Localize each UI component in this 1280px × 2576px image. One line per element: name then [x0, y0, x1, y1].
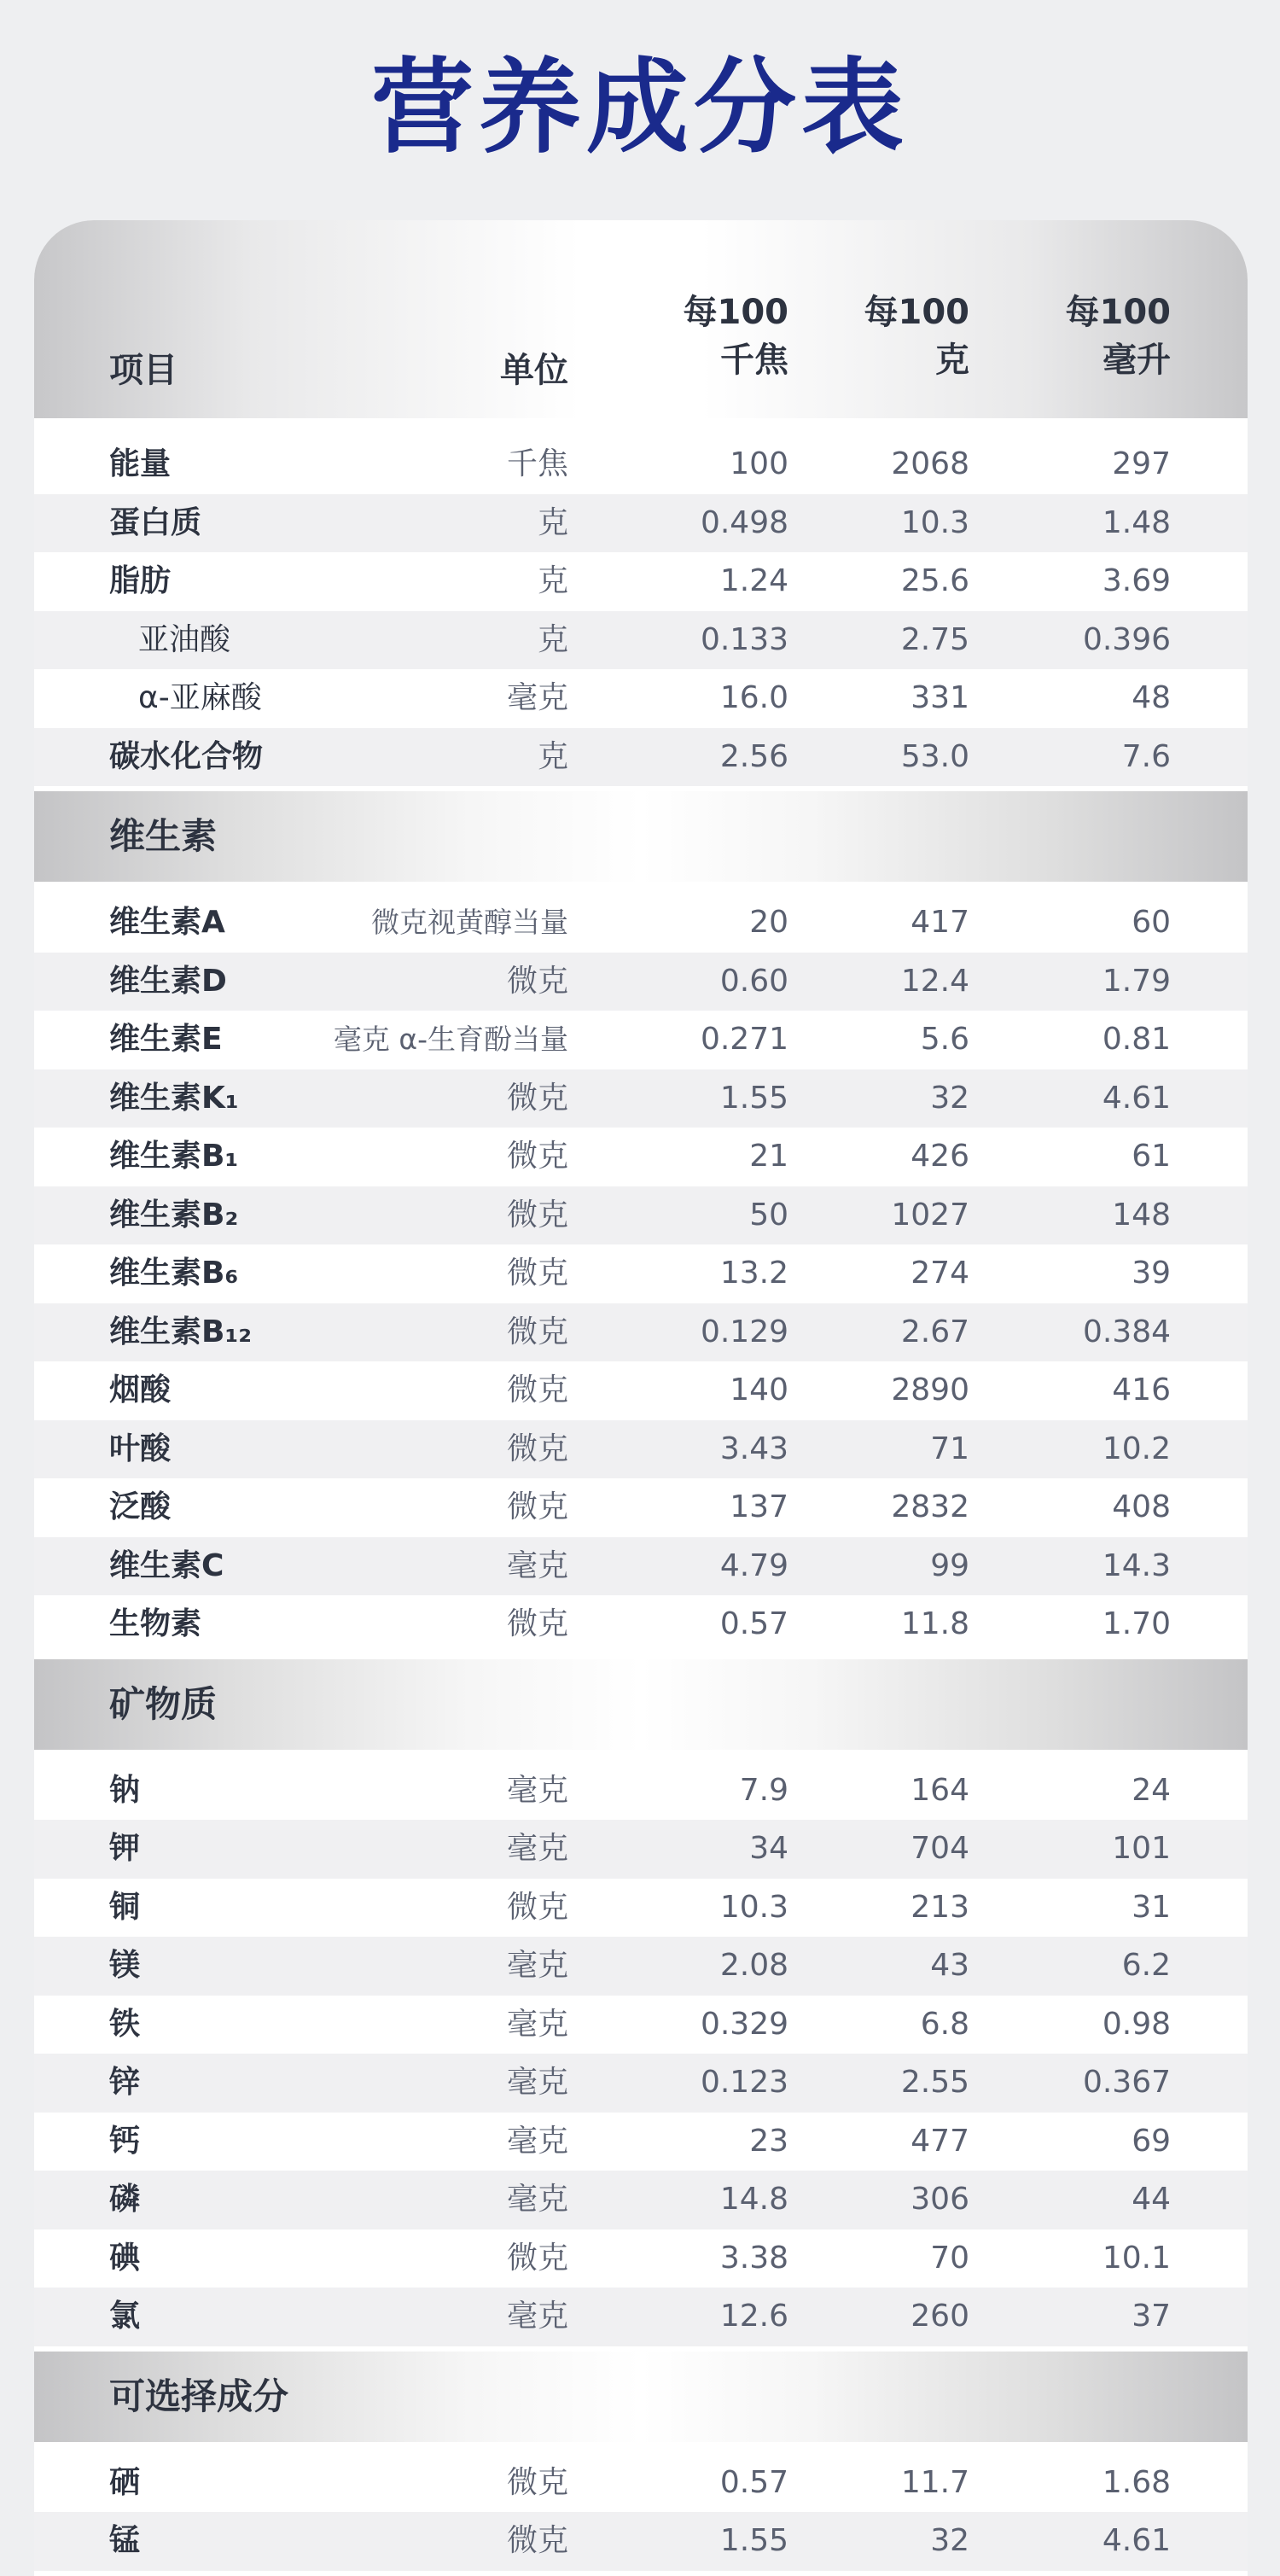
unit-cell: 微克: [506, 1431, 568, 1466]
value-per-100g: 426: [911, 1139, 969, 1174]
value-per-100ml: 148: [1112, 1197, 1171, 1233]
table-row: [34, 1879, 1248, 1938]
value-per-100g: 274: [911, 1256, 969, 1291]
value-per-100ml: 416: [1112, 1373, 1171, 1407]
value-per-100g: 11.8: [900, 1606, 969, 1641]
nutrient-name: 锰: [109, 2523, 141, 2558]
table-row: [34, 1011, 1248, 1069]
table-row: [34, 435, 1248, 494]
unit-cell: 微克: [506, 1489, 568, 1524]
nutrient-name: 维生素B₆: [109, 1256, 239, 1291]
value-per-100ml: 39: [1132, 1256, 1171, 1291]
nutrient-name: 氯: [109, 2299, 141, 2334]
value-per-100g: 417: [911, 905, 969, 940]
unit-cell: 微克: [506, 2464, 568, 2500]
unit-cell: 微克: [506, 1373, 568, 1407]
nutrient-name: α-亚麻酸: [138, 680, 262, 715]
table-body: [34, 418, 1248, 2571]
value-per-100ml: 44: [1132, 2182, 1171, 2217]
value-per-100ml: 1.70: [1102, 1606, 1171, 1641]
value-per-100g: 25.6: [900, 563, 969, 598]
table-row: [34, 1595, 1248, 1654]
value-per-100kj: 0.129: [700, 1314, 788, 1349]
page-title: 营养成分表: [371, 49, 909, 167]
header-per-100ml-line1: 每100: [1065, 293, 1171, 332]
value-per-100ml: 10.1: [1102, 2240, 1171, 2276]
value-per-100g: 12.4: [900, 963, 969, 999]
table-row: [34, 953, 1248, 1011]
value-per-100g: 260: [911, 2299, 969, 2334]
section-header: [34, 2352, 1248, 2442]
value-per-100ml: 0.367: [1082, 2065, 1171, 2100]
unit-cell: 毫克: [506, 1772, 568, 1808]
value-per-100ml: 31: [1132, 1889, 1171, 1925]
unit-cell: 毫克: [506, 1948, 568, 1983]
table-row: [34, 2288, 1248, 2346]
header-per-100g-line2: 克: [935, 341, 969, 380]
value-per-100g: 32: [930, 1080, 969, 1116]
nutrient-name: 维生素K₁: [109, 1080, 239, 1116]
value-per-100kj: 50: [749, 1197, 788, 1233]
nutrient-name: 维生素B₁₂: [109, 1314, 252, 1349]
value-per-100kj: 140: [730, 1373, 788, 1407]
nutrient-name: 维生素E: [109, 1022, 223, 1057]
value-per-100g: 1027: [891, 1197, 969, 1233]
nutrient-name: 蛋白质: [109, 504, 202, 540]
unit-cell: 克: [537, 504, 568, 540]
value-per-100ml: 4.61: [1102, 1080, 1171, 1116]
value-per-100g: 477: [911, 2123, 969, 2159]
header-per-100ml: [1066, 288, 1172, 384]
nutrient-name: 硒: [109, 2464, 141, 2500]
table-row: [34, 669, 1248, 728]
value-per-100g: 331: [911, 680, 969, 715]
value-per-100ml: 408: [1112, 1489, 1171, 1524]
nutrient-name: 维生素B₂: [109, 1197, 239, 1233]
value-per-100kj: 0.498: [700, 504, 788, 540]
value-per-100kj: 0.57: [719, 2464, 788, 2500]
value-per-100g: 213: [911, 1889, 969, 1925]
value-per-100ml: 1.68: [1102, 2464, 1171, 2500]
unit-cell: 微克: [506, 1197, 568, 1233]
table-row: [34, 2054, 1248, 2113]
nutrient-name: 碘: [109, 2240, 141, 2276]
value-per-100kj: 137: [730, 1489, 788, 1524]
table-row: [34, 1186, 1248, 1245]
table-row: [34, 494, 1248, 553]
value-per-100kj: 23: [749, 2123, 788, 2159]
value-per-100kj: 21: [749, 1139, 788, 1174]
table-row: [34, 1128, 1248, 1186]
value-per-100kj: 16.0: [719, 680, 788, 715]
unit-cell: 毫克: [506, 2123, 568, 2159]
table-row: [34, 2512, 1248, 2571]
value-per-100ml: 6.2: [1121, 1948, 1171, 1983]
value-per-100g: 11.7: [900, 2464, 969, 2500]
nutrient-name: 维生素C: [109, 1547, 224, 1583]
value-per-100g: 99: [930, 1547, 969, 1583]
value-per-100kj: 4.79: [719, 1547, 788, 1583]
unit-cell: 微克: [506, 1314, 568, 1349]
section-title: 维生素: [109, 815, 218, 857]
value-per-100kj: 0.123: [700, 2065, 788, 2100]
value-per-100ml: 0.98: [1102, 2006, 1171, 2042]
nutrient-name: 生物素: [109, 1606, 202, 1641]
value-per-100g: 164: [911, 1772, 969, 1808]
header-per-100kj: [684, 288, 789, 384]
table-row: [34, 1996, 1248, 2054]
nutrient-name: 钾: [109, 1831, 141, 1866]
nutrient-name: 镁: [109, 1948, 141, 1983]
value-per-100kj: 3.38: [719, 2240, 788, 2276]
header-per-100kj-line1: 每100: [683, 293, 788, 332]
value-per-100ml: 7.6: [1121, 738, 1171, 774]
value-per-100g: 53.0: [900, 738, 969, 774]
value-per-100g: 2890: [891, 1373, 969, 1407]
unit-cell: 毫克: [506, 2299, 568, 2334]
table-row: [34, 1820, 1248, 1879]
unit-cell: 微克: [506, 963, 568, 999]
nutrient-name: 脂肪: [109, 563, 172, 598]
unit-cell: 毫克: [506, 2006, 568, 2042]
table-row: [34, 1537, 1248, 1596]
table-row: [34, 728, 1248, 787]
table-row: [34, 611, 1248, 670]
value-per-100g: 704: [911, 1831, 969, 1866]
value-per-100kj: 0.271: [700, 1022, 788, 1057]
header-item: 项目: [109, 351, 177, 390]
nutrient-name: 叶酸: [109, 1431, 172, 1466]
value-per-100ml: 69: [1132, 2123, 1171, 2159]
unit-cell: 微克: [506, 1080, 568, 1116]
unit-cell: 微克: [506, 1139, 568, 1174]
value-per-100g: 32: [930, 2523, 969, 2558]
value-per-100kj: 2.08: [719, 1948, 788, 1983]
table-row: [34, 1478, 1248, 1537]
nutrient-name: 维生素D: [109, 963, 227, 999]
value-per-100g: 5.6: [920, 1022, 969, 1057]
unit-cell: 毫克: [506, 680, 568, 715]
value-per-100kj: 3.43: [719, 1431, 788, 1466]
table-row: [34, 894, 1248, 953]
nutrient-name: 维生素B₁: [109, 1139, 239, 1174]
value-per-100ml: 48: [1132, 680, 1171, 715]
unit-cell: 毫克: [506, 2065, 568, 2100]
nutrient-name: 泛酸: [109, 1489, 172, 1524]
nutrient-name: 铁: [109, 2006, 141, 2042]
value-per-100kj: 7.9: [739, 1772, 788, 1808]
unit-cell: 克: [537, 563, 568, 598]
value-per-100kj: 0.329: [700, 2006, 788, 2042]
value-per-100kj: 13.2: [719, 1256, 788, 1291]
unit-cell: 微克视黄醇当量: [371, 906, 568, 939]
value-per-100g: 43: [930, 1948, 969, 1983]
value-per-100kj: 14.8: [719, 2182, 788, 2217]
value-per-100kj: 1.24: [719, 563, 788, 598]
nutrient-name: 维生素A: [109, 905, 225, 940]
unit-cell: 微克: [506, 1606, 568, 1641]
nutrient-name: 钙: [109, 2123, 141, 2159]
section-title: 矿物质: [109, 1682, 218, 1725]
table-row: [34, 1361, 1248, 1420]
value-per-100ml: 0.396: [1082, 621, 1171, 657]
section-header: [34, 1659, 1248, 1750]
section-header: [34, 791, 1248, 882]
value-per-100kj: 0.60: [719, 963, 788, 999]
unit-cell: 克: [537, 621, 568, 657]
nutrient-name: 能量: [109, 446, 172, 481]
nutrient-name: 磷: [109, 2182, 141, 2217]
header-per-100kj-line2: 千焦: [720, 341, 788, 380]
value-per-100g: 2832: [891, 1489, 969, 1524]
value-per-100kj: 1.55: [719, 1080, 788, 1116]
value-per-100kj: 10.3: [719, 1889, 788, 1925]
nutrient-name: 烟酸: [109, 1373, 172, 1407]
unit-cell: 克: [537, 738, 568, 774]
value-per-100g: 10.3: [900, 504, 969, 540]
value-per-100ml: 1.79: [1102, 963, 1171, 999]
nutrition-table: [34, 220, 1248, 2576]
table-row: [34, 1937, 1248, 1996]
nutrient-name: 亚油酸: [138, 621, 231, 657]
value-per-100g: 2068: [891, 446, 969, 481]
value-per-100g: 71: [930, 1431, 969, 1466]
value-per-100g: 2.75: [900, 621, 969, 657]
unit-cell: 毫克: [506, 2182, 568, 2217]
value-per-100kj: 0.133: [700, 621, 788, 657]
value-per-100g: 306: [911, 2182, 969, 2217]
value-per-100ml: 101: [1112, 1831, 1171, 1866]
value-per-100ml: 24: [1132, 1772, 1171, 1808]
unit-cell: 毫克: [506, 1831, 568, 1866]
table-row: [34, 552, 1248, 611]
table-header: [34, 220, 1248, 418]
unit-cell: 微克: [506, 1889, 568, 1925]
value-per-100ml: 3.69: [1102, 563, 1171, 598]
value-per-100ml: 0.81: [1102, 1022, 1171, 1057]
value-per-100ml: 297: [1112, 446, 1171, 481]
header-per-100g-line1: 每100: [864, 293, 969, 332]
table-row: [34, 2454, 1248, 2513]
value-per-100ml: 1.48: [1102, 504, 1171, 540]
unit-cell: 微克: [506, 2240, 568, 2276]
header-per-100g: [864, 288, 970, 384]
value-per-100kj: 20: [749, 905, 788, 940]
value-per-100g: 2.67: [900, 1314, 969, 1349]
table-row: [34, 2171, 1248, 2229]
nutrient-name: 碳水化合物: [109, 738, 264, 774]
table-row: [34, 2113, 1248, 2171]
table-row: [34, 2229, 1248, 2288]
nutrient-name: 铜: [109, 1889, 141, 1925]
value-per-100kj: 12.6: [719, 2299, 788, 2334]
value-per-100ml: 10.2: [1102, 1431, 1171, 1466]
value-per-100ml: 37: [1132, 2299, 1171, 2334]
table-row: [34, 1069, 1248, 1128]
value-per-100ml: 4.61: [1102, 2523, 1171, 2558]
value-per-100kj: 100: [730, 446, 788, 481]
header-unit: 单位: [500, 351, 568, 390]
unit-cell: 毫克 α-生育酚当量: [333, 1023, 568, 1056]
value-per-100ml: 14.3: [1102, 1547, 1171, 1583]
section-title: 可选择成分: [109, 2375, 289, 2417]
value-per-100g: 6.8: [920, 2006, 969, 2042]
value-per-100kj: 34: [749, 1831, 788, 1866]
unit-cell: 微克: [506, 1256, 568, 1291]
unit-cell: 微克: [506, 2523, 568, 2558]
value-per-100kj: 2.56: [719, 738, 788, 774]
value-per-100g: 70: [930, 2240, 969, 2276]
value-per-100kj: 1.55: [719, 2523, 788, 2558]
header-per-100ml-line2: 毫升: [1103, 341, 1171, 380]
value-per-100kj: 0.57: [719, 1606, 788, 1641]
value-per-100g: 2.55: [900, 2065, 969, 2100]
value-per-100ml: 60: [1132, 905, 1171, 940]
value-per-100ml: 61: [1132, 1139, 1171, 1174]
table-row: [34, 1420, 1248, 1479]
nutrient-name: 钠: [109, 1772, 141, 1808]
unit-cell: 千焦: [506, 446, 568, 481]
nutrient-name: 锌: [109, 2065, 141, 2100]
value-per-100ml: 0.384: [1082, 1314, 1171, 1349]
table-row: [34, 1762, 1248, 1821]
table-row: [34, 1244, 1248, 1303]
table-row: [34, 1303, 1248, 1362]
unit-cell: 毫克: [506, 1547, 568, 1583]
